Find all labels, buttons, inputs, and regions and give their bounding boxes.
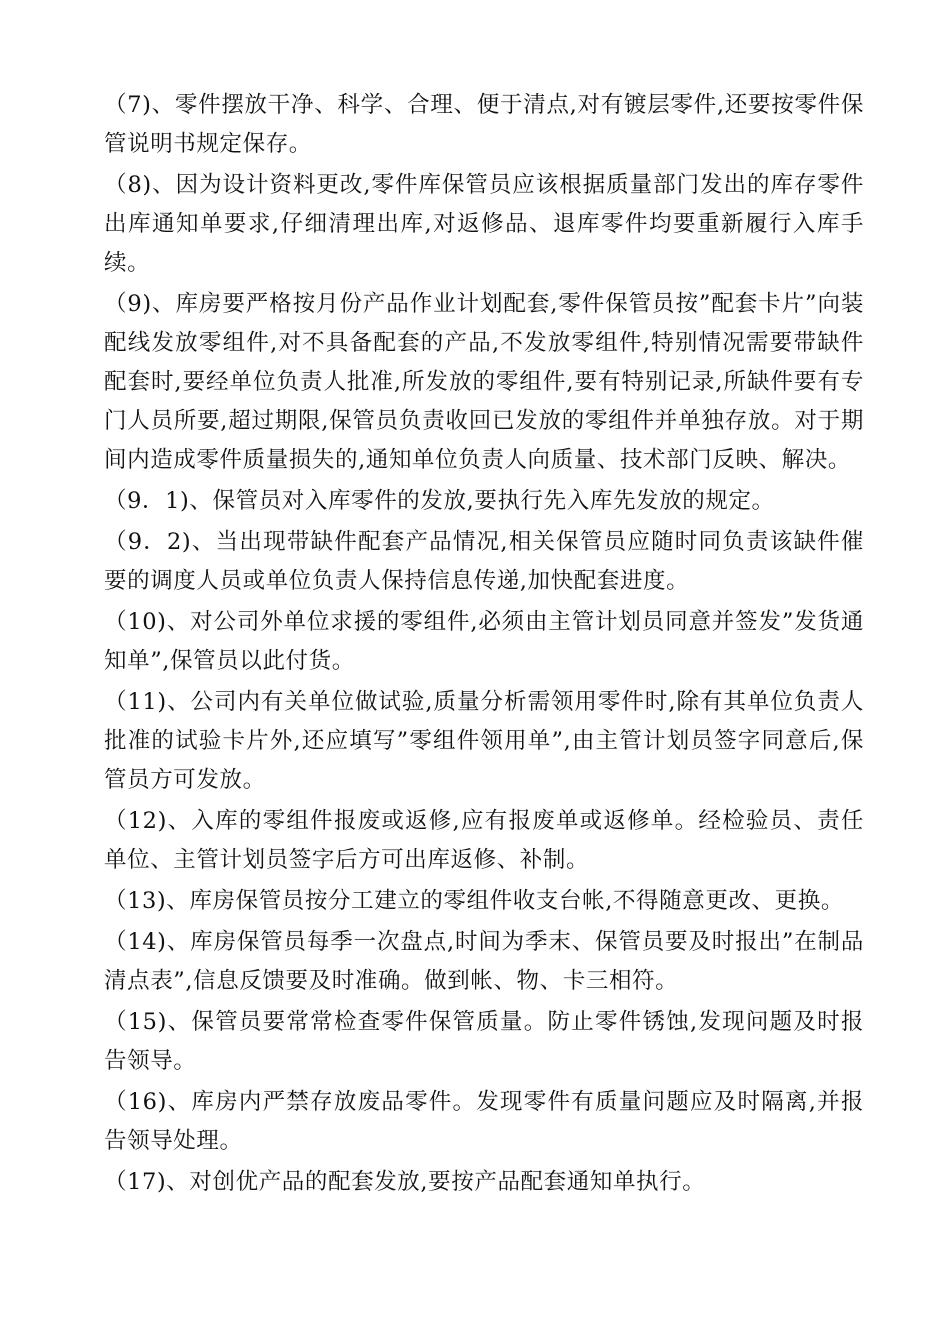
paragraph-9-1: （9．1)、保管员对入库零件的发放,要执行先入库先发放的规定。: [104, 488, 775, 514]
paragraph-15: （15)、保管员要常常检查零件保管质量。防止零件锈蚀,发现问题及时报告领导。: [104, 1009, 864, 1074]
paragraph-8: （8)、因为设计资料更改,零件库保管员应该根据质量部门发出的库存零件出库通知单要求,仔细清理出库,对返修品、退库零件均要重新履行入库手续。: [104, 172, 864, 276]
paragraph-7: （7)、零件摆放干净、科学、合理、便于清点,对有镀层零件,还要按零件保管说明书规定保存。: [104, 92, 864, 157]
paragraph-14: （14)、库房保管员每季一次盘点,时间为季末、保管员要及时报出”在制品清点表”,信息反馈要及时准确。做到帐、物、卡三相符。: [104, 929, 864, 994]
paragraph-17: （17)、对创优产品的配套发放,要按产品配套通知单执行。: [104, 1169, 706, 1195]
paragraph-12: （12)、入库的零组件报废或返修,应有报废单或返修单。经检验员、责任单位、主管计划员签字后方可出库返修、补制。: [104, 808, 864, 873]
paragraph-16: （16)、库房内严禁存放废品零件。发现零件有质量问题应及时隔离,并报告领导处理。: [104, 1089, 864, 1154]
paragraph-9-2: （9．2)、当出现带缺件配套产品情况,相关保管员应随时同负责该缺件催要的调度人员或单位负责人保持信息传递,加快配套进度。: [104, 529, 864, 594]
paragraph-13: （13)、库房保管员按分工建立的零组件收支台帐,不得随意更改、更换。: [104, 888, 844, 914]
paragraph-9: （9)、库房要严格按月份产品作业计划配套,零件保管员按”配套卡片”向装配线发放零组件,对不具备配套的产品,不发放零组件,特别情况需要带缺件配套时,要经单位负责人批准,所发放的零组件,要有特别记录,所缺件要有专门人员所要,超过期限,保管员负责收回已发放的零组件并单独存放。对于期间内造成零件质量损失的,通知单位负责人向质量、技术部门反映、解决。: [104, 291, 864, 473]
paragraph-11: （11)、公司内有关单位做试验,质量分析需领用零件时,除有其单位负责人批准的试验卡片外,还应填写”零组件领用单”,由主管计划员签字同意后,保管员方可发放。: [104, 689, 864, 793]
paragraph-10: （10)、对公司外单位求援的零组件,必须由主管计划员同意并签发”发货通知单”,保管员以此付货。: [104, 609, 864, 674]
document-body: [104, 86, 864, 1202]
